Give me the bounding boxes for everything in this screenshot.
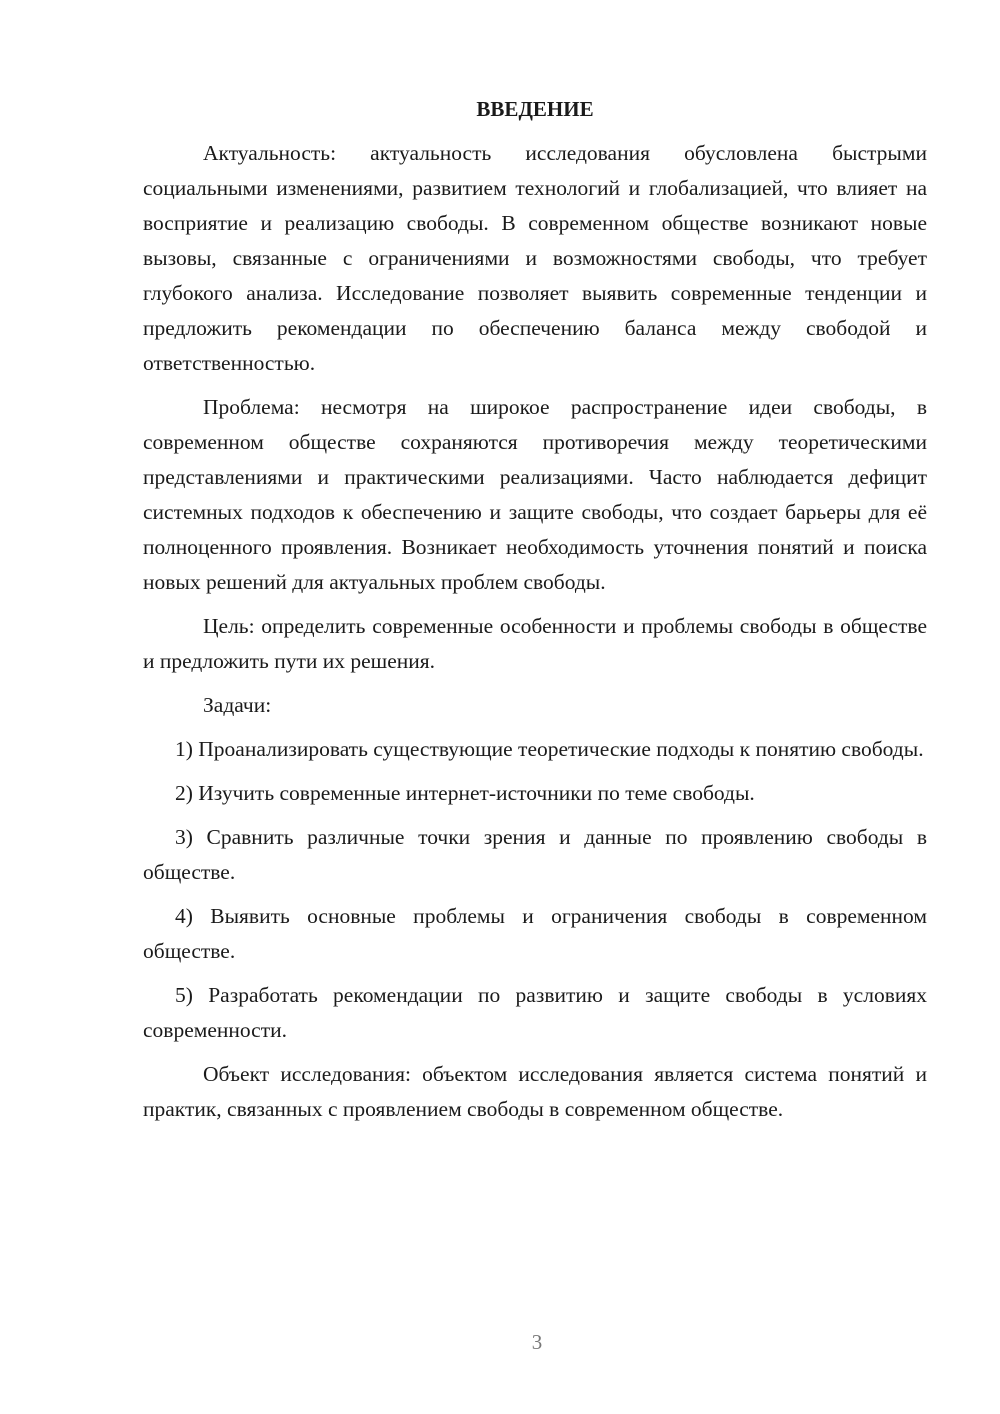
goal-paragraph: Цель: определить современные особенности и проблемы свободы в обществе и предложить пути их решения. xyxy=(143,614,927,673)
tasks-list xyxy=(143,732,927,1048)
problem-paragraph: Проблема: несмотря на широкое распространение идеи свободы, в современном обществе сохраняются противоречия между теоретическими представлениями и практическими реализациями. Часто наблюдается дефицит системных подходов к обеспечению и защите свободы, что создает барьеры для её полноценного проявления. Возникает необходимость уточнения понятий и поиска новых решений для актуальных проблем свободы. xyxy=(143,395,927,594)
task-item-1: 1) Проанализировать существующие теоретические подходы к понятию свободы. xyxy=(175,737,924,761)
task-item-4: 4) Выявить основные проблемы и ограничения свободы в современном обществе. xyxy=(143,904,927,963)
task-item-2: 2) Изучить современные интернет-источники по теме свободы. xyxy=(175,781,755,805)
page-content xyxy=(143,92,927,1136)
section-title: ВВЕДЕНИЕ xyxy=(476,97,594,121)
object-paragraph: Объект исследования: объектом исследования является система понятий и практик, связанных с проявлением свободы в современном обществе. xyxy=(143,1062,927,1121)
page-number: 3 xyxy=(531,1330,543,1354)
relevance-paragraph: Актуальность: актуальность исследования обусловлена быстрыми социальными изменениями, развитием технологий и глобализацией, что влияет на восприятие и реализацию свободы. В современном обществе возникают новые вызовы, связанные с ограничениями и возможностями свободы, что требует глубокого анализа. Исследование позволяет выявить современные тенденции и предложить рекомендации по обеспечению баланса между свободой и ответственностью. xyxy=(143,141,927,375)
task-item-5: 5) Разработать рекомендации по развитию и защите свободы в условиях современности. xyxy=(143,983,927,1042)
tasks-heading: Задачи: xyxy=(203,693,272,717)
task-item-3: 3) Сравнить различные точки зрения и данные по проявлению свободы в обществе. xyxy=(143,825,927,884)
